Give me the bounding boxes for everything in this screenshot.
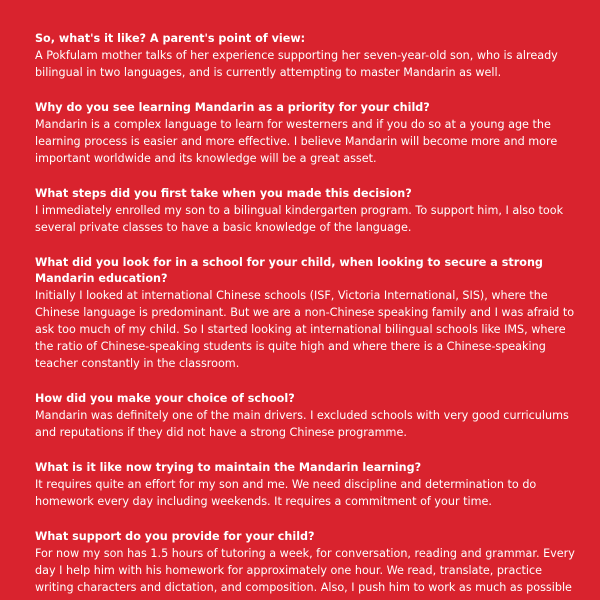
answer-priority: Mandarin is a complex language to learn for westerners and if you do so at a young age the learning process is easier and more effective. I believe Mandarin will become more and more important worldwide and its knowledge will be a great asset. [35, 118, 558, 165]
qa-section-maintaining [35, 460, 578, 510]
answer-school-search: Initially I looked at international Chinese schools (ISF, Victoria International, SIS), where the Chinese language is predominant. But we are a non-Chinese speaking family and I was afraid to ask too much of my child. So I started looking at international bilingual schools like IMS, where the ratio of Chinese-speaking students is quite high and where there is a Chinese-speaking teacher constantly in the classroom. [35, 289, 575, 370]
question-support: What support do you provide for your child? [35, 530, 315, 543]
question-maintaining: What is it like now trying to maintain the Mandarin learning? [35, 461, 422, 474]
qa-section-support [35, 529, 578, 596]
question-school-choice: How did you make your choice of school? [35, 392, 295, 405]
qa-section-school-choice [35, 391, 578, 441]
qa-section-priority [35, 100, 578, 167]
article-intro: A Pokfulam mother talks of her experience supporting her seven-year-old son, who is already bilingual in two languages, and is currently attempting to master Mandarin as well. [35, 49, 558, 79]
answer-maintaining: It requires quite an effort for my son and me. We need discipline and determination to do homework every day including weekends. It requires a commitment of your time. [35, 478, 537, 508]
question-school-search: What did you look for in a school for your child, when looking to secure a strong Mandarin education? [35, 256, 543, 285]
answer-support: For now my son has 1.5 hours of tutoring a week, for conversation, reading and grammar. Every day I help him with his homework for approximately one hour. We read, translate, practice writing characters and dictation, and composition. Also, I push him to work as much as possible [35, 547, 575, 594]
answer-first-steps: I immediately enrolled my son to a bilingual kindergarten program. To support him, I also took several private classes to have a basic knowledge of the language. [35, 204, 564, 234]
article-heading: So, what's it like? A parent's point of view: [35, 32, 306, 45]
question-priority: Why do you see learning Mandarin as a priority for your child? [35, 101, 430, 114]
qa-section-first-steps [35, 186, 578, 236]
qa-section-school-search [35, 255, 578, 372]
answer-school-choice: Mandarin was definitely one of the main drivers. I excluded schools with very good curriculums and reputations if they did not have a strong Chinese programme. [35, 409, 569, 439]
intro-section [35, 31, 578, 81]
question-first-steps: What steps did you first take when you made this decision? [35, 187, 412, 200]
